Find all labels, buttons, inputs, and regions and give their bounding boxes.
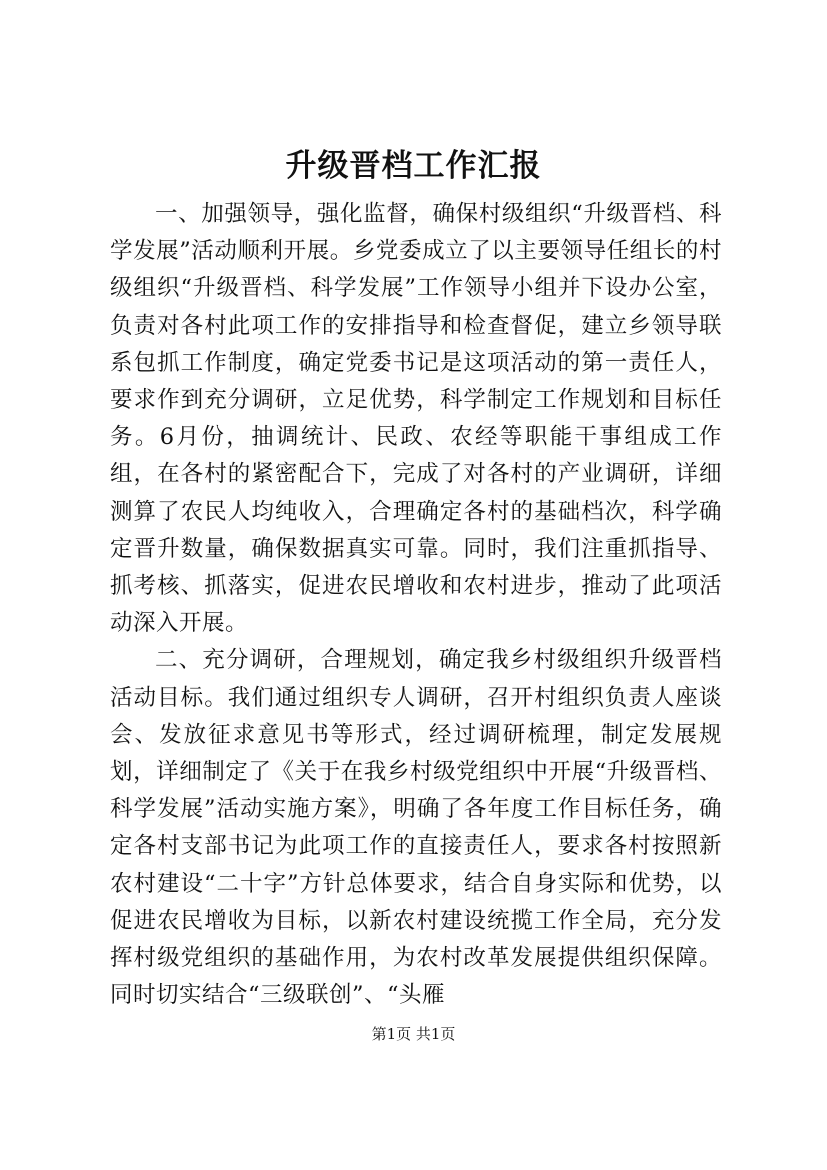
- paragraph-1: 一、加强领导，强化监督，确保村级组织“升级晋档、科学发展”活动顺利开展。乡党委成立了以主要领导任组长的村级组织“升级晋档、科学发展”工作领导小组并下设办公室，负责对各村此项工作的安排指导和检查督促，建立乡领导联系包抓工作制度，确定党委书记是这项活动的第一责任人，要求作到充分调研，立足优势，科学制定工作规划和目标任务。6月份，抽调统计、民政、农经等职能干事组成工作组，在各村的紧密配合下，完成了对各村的产业调研，详细测算了农民人均纯收入，合理确定各村的基础档次，科学确定晋升数量，确保数据真实可靠。同时，我们注重抓指导、抓考核、抓落实，促进农民增收和农村进步，推动了此项活动深入开展。: [110, 201, 722, 637]
- paragraph-2: 二、充分调研，合理规划，确定我乡村级组织升级晋档活动目标。我们通过组织专人调研，召开村组织负责人座谈会、发放征求意见书等形式，经过调研梳理，制定发展规划，详细制定了《关于在我乡村级党组织中开展“升级晋档、科学发展”活动实施方案》，明确了各年度工作目标任务，确定各村支部书记为此项工作的直接责任人，要求各村按照新农村建设“二十字”方针总体要求，结合自身实际和优势，以促进农民增收为目标，以新农村建设统揽工作全局，充分发挥村级党组织的基础作用，为农村改革发展提供组织保障。同时切实结合“三级联创”、“头雁: [110, 647, 722, 1009]
- document-title: 升级晋档工作汇报: [285, 148, 542, 184]
- page-footer: 第1页 共1页: [371, 1025, 456, 1043]
- document-body: [110, 196, 722, 1014]
